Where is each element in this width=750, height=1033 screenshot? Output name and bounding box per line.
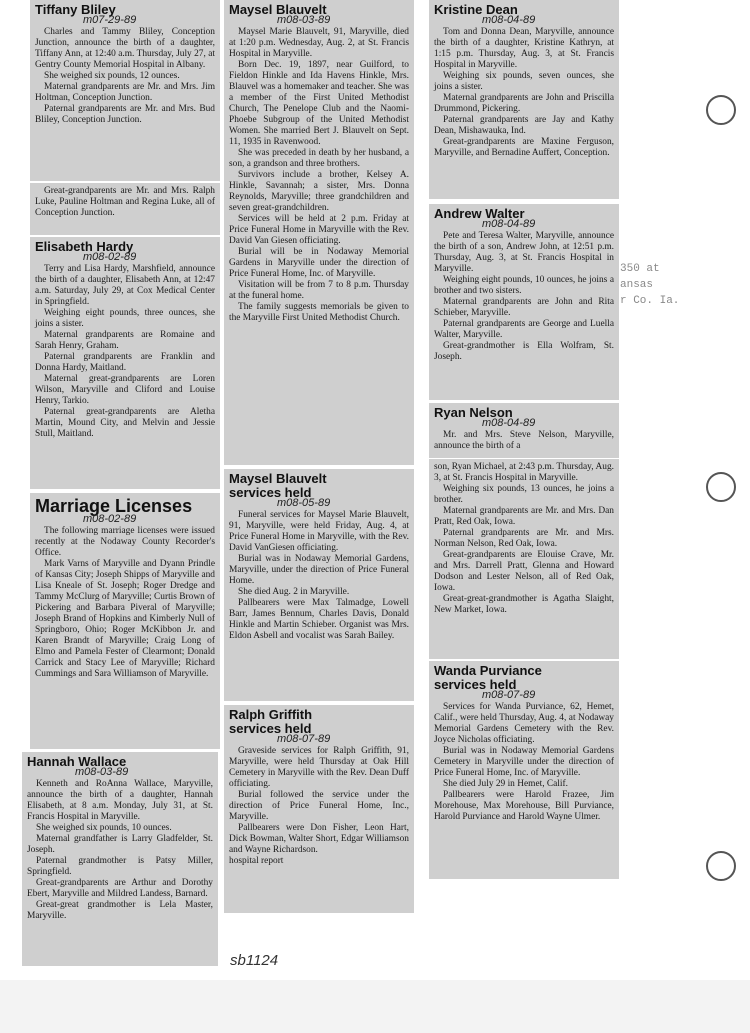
paragraph: Paternal grandparents are George and Luella Walter, Maryville. — [434, 319, 614, 340]
handwritten-page-code: sb1124 — [230, 952, 279, 969]
clipping-title: Maysel Blauvelt — [229, 2, 327, 17]
paragraph: Born Dec. 19, 1897, near Guilford, to Fieldon Hinkle and Ida Havens Hinkle, Mrs. Blauvel was a homemaker and teacher. She was a member of the First United Methodist Church, The Penelope Club and the Naomi-Phoebe Subgroup of the United Methodist Women. She married Bert J. Blauvelt on Sept. 11, 1935 in Ravenwood. — [229, 60, 409, 147]
handwritten-date: m08-04-89 — [482, 417, 536, 429]
paragraph: Maternal great-grandparents are Loren Wilson, Maryville and Cliford and Louise Henry, Tarkio. — [35, 374, 215, 406]
paragraph: She weighed six pounds, 10 ounces. — [36, 823, 172, 833]
margin-text-1: 350 at — [620, 263, 660, 275]
clipping-title: Maysel Blauvelt — [229, 471, 327, 486]
paragraph: Burial followed the service under the direction of Price Funeral Home, Inc., Maryville. — [229, 790, 409, 822]
clipping-ryan-nelson — [429, 403, 619, 458]
paragraph: Paternal grandparents are Jay and Kathy Dean, Mishawauka, Ind. — [434, 115, 614, 136]
paragraph: Mark Varns of Maryville and Dyann Prindle of Kansas City; Joseph Shipps of Maryville and Lisa Kneale of St. Joseph; Roger Dredge and Tammy McClurg of Maryville; Curtis Brown of Pickering and Barbara Piveral of Maryville; Joseph Brand of Hopkins and Kimberly Null of Springboro, Ohio; Roger McKibbon Jr. and Karen Brandt of Maryville; Craig Long of Elmo and Pamela Fester of Clearmont; Donald Carrick and Stacy Lee of Maryville; Richard Cummings and Sara Williamson of Maryville. — [35, 559, 215, 679]
paragraph: Great-great grandmother is Lela Master, Maryville. — [27, 900, 213, 921]
paragraph: Pallbearers were Max Talmadge, Lowell Barr, James Bennum, Charles Davis, Donald Hinkle and Martin Schieber. Organist was Mrs. Eldon Asbell and vocalist was Sarah Bailey. — [229, 598, 409, 641]
paragraph: Maternal grandparents are Romaine and Sarah Henry, Graham. — [35, 330, 215, 351]
clipping-title: Wanda Purviance — [434, 663, 542, 678]
paragraph: Pete and Teresa Walter, Maryville, announce the birth of a son, Andrew John, at 12:51 p.m. Thursday, Aug. 3, at St. Francis Hospital in Maryville. — [434, 231, 614, 274]
clipping-ralph-griffith-services — [224, 705, 414, 913]
paragraph: She died July 29 in Hemet, Calif. — [443, 779, 568, 789]
handwritten-date: m08-05-89 — [277, 497, 331, 509]
paragraph: Kenneth and RoAnna Wallace, Maryville, announce the birth of a daughter, Hannah Elisabeth, at 8 a.m. Monday, July 31, at St. Francis Hospital in Maryville. — [27, 779, 213, 822]
paragraph: Burial was in Nodaway Memorial Gardens, Maryville, under the direction of Price Funeral Home. — [229, 554, 409, 586]
margin-text-3: r Co. Ia. — [620, 295, 680, 307]
paragraph: Tom and Donna Dean, Maryville, announce the birth of a daughter, Kristine Kathryn, at 1:15 p.m. Thursday, Aug. 3, at St. Francis Hospital in Maryville. — [434, 27, 614, 70]
paragraph: Survivors include a brother, Kelsey A. Hinkle, Savannah; a sister, Mrs. Donna Reynolds, Maryville; three grandchildren and seven great-grandchildren. — [229, 170, 409, 213]
paragraph: son, Ryan Michael, at 2:43 p.m. Thursday, Aug. 3, at St. Francis Hospital in Maryville. — [434, 462, 614, 483]
clipping-marriage-licenses — [30, 493, 220, 749]
paragraph: Charles and Tammy Bliley, Conception Junction, announce the birth of a daughter, Tiffany Ann, at 12:40 a.m. Thursday, July 27, at Gentry County Memorial Hospital in Albany. — [35, 27, 215, 70]
paragraph: Great-grandparents are Arthur and Dorothy Ebert, Maryville and Mildred Landess, Barnard. — [27, 878, 213, 899]
paragraph: Maternal grandparents are Mr. and Mrs. Dan Pratt, Red Oak, Iowa. — [434, 506, 614, 527]
paragraph: Terry and Lisa Hardy, Marshfield, announce the birth of a daughter, Elisabeth Ann, at 12:47 a.m. Saturday, July 29, at Cox Medical Center in Springfield. — [35, 264, 215, 307]
clipping-hannah-wallace — [22, 752, 218, 966]
paragraph: Great-grandparents are Elouise Crave, Mr. and Mrs. Darrell Pratt, Glenna and Howard Dodson and Lester Nelson, all of Red Oak, Iowa. — [434, 550, 614, 593]
paragraph: Services will be held at 2 p.m. Friday at Price Funeral Home in Maryville with the Rev. David Van Giesen officiating. — [229, 214, 409, 246]
handwritten-date: m08-07-89 — [277, 733, 331, 745]
binder-hole-top — [706, 95, 736, 125]
paragraph: Weighing six pounds, seven ounces, she joins a sister. — [434, 71, 614, 92]
binder-hole-middle — [706, 472, 736, 502]
paragraph: Burial will be in Nodaway Memorial Gardens in Maryville under the direction of Price Funeral Home, Inc. of Maryville. — [229, 247, 409, 279]
handwritten-date: m08-03-89 — [277, 14, 331, 26]
clipping-title: Tiffany Bliley — [35, 2, 116, 17]
paragraph: Pallbearers were Harold Frazee, Jim Morehouse, Max Morehouse, Bill Purviance, Harold Purviance and Harold Wayne Ulmer. — [434, 790, 614, 822]
handwritten-date: m08-04-89 — [482, 14, 536, 26]
clipping-title: Ryan Nelson — [434, 405, 513, 420]
paragraph: The family suggests memorials be given to the Maryville First United Methodist Church. — [229, 302, 409, 323]
paragraph: Services for Wanda Purviance, 62, Hemet, Calif., were held Thursday, Aug. 4, at Nodaway Memorial Gardens Cemetery with the Rev. Joyce Nicholas officiating. — [434, 702, 614, 745]
clipping-ryan-nelson-continued — [429, 459, 619, 659]
paragraph: Graveside services for Ralph Griffith, 91, Maryville, were held Thursday at Oak Hill Cemetery in Maryville with the Rev. Dean Duff officiating. — [229, 746, 409, 789]
paragraph: Weighing six pounds, 13 ounces, he joins a brother. — [434, 484, 614, 505]
clipping-subtitle: services held — [229, 721, 312, 736]
clipping-footer: hospital report — [229, 856, 284, 866]
handwritten-date: m08-03-89 — [75, 766, 129, 778]
clipping-title: Marriage Licenses — [35, 496, 193, 516]
binder-hole-bottom — [706, 851, 736, 881]
paragraph: Maysel Marie Blauvelt, 91, Maryville, died at 1:20 p.m. Wednesday, Aug. 2, at St. Francis Hospital in Maryville. — [229, 27, 409, 59]
paragraph: Maternal grandparents are John and Priscilla Drummond, Pickering. — [434, 93, 614, 114]
paragraph: She died Aug. 2 in Maryville. — [238, 587, 350, 597]
paragraph: She weighed six pounds, 12 ounces. — [44, 71, 180, 81]
handwritten-date: m08-02-89 — [83, 513, 137, 525]
paragraph: Great-grandparents are Maxine Ferguson, Maryville, and Bernadine Auffert, Conception. — [434, 137, 614, 158]
handwritten-date: m08-04-89 — [482, 218, 536, 230]
clipping-maysel-blauvelt-services — [224, 469, 414, 701]
paragraph: Weighing eight pounds, 10 ounces, he joins a brother and two sisters. — [434, 275, 614, 296]
clipping-subtitle: services held — [434, 677, 517, 692]
handwritten-date: m08-02-89 — [83, 251, 137, 263]
paragraph: Funeral services for Maysel Marie Blauvelt, 91, Maryville, were held Friday, Aug. 4, at Price Funeral Home in Maryville, with the Rev. David VanGiesen officiating. — [229, 510, 409, 553]
paragraph: Weighing eight pounds, three ounces, she joins a sister. — [35, 308, 215, 329]
clipping-tiffany-bliley — [30, 0, 220, 181]
paragraph: Maternal grandfather is Larry Gladfelder, St. Joseph. — [27, 834, 213, 855]
clipping-andrew-walter — [429, 204, 619, 400]
clipping-kristine-dean — [429, 0, 619, 199]
clipping-wanda-purviance-services — [429, 661, 619, 879]
paragraph: Great-great-grandmother is Agatha Slaight, New Market, Iowa. — [434, 594, 614, 615]
paragraph: Great-grandparents are Mr. and Mrs. Ralph Luke, Pauline Holtman and Regina Luke, all of Conception Junction. — [35, 186, 215, 218]
clipping-elisabeth-hardy — [30, 237, 220, 489]
paragraph: Maternal grandparents are Mr. and Mrs. Jim Holtman, Conception Junction. — [35, 82, 215, 103]
clipping-maysel-blauvelt-obituary — [224, 0, 414, 465]
paragraph: Paternal grandparents are Franklin and Donna Hardy, Maitland. — [35, 352, 215, 373]
clipping-title: Andrew Walter — [434, 206, 525, 221]
clipping-tiffany-bliley-continued — [30, 183, 220, 235]
paragraph: Great-grandmother is Ella Wolfram, St. Joseph. — [434, 341, 614, 362]
paragraph: The following marriage licenses were issued recently at the Nodaway County Recorder's Office. — [35, 526, 215, 558]
paragraph: Paternal grandmother is Patsy Miller, Springfield. — [27, 856, 213, 877]
paragraph: Pallbearers were Don Fisher, Leon Hart, Dick Bowman, Walter Short, Edgar Williamson and Wayne Richardson. — [229, 823, 409, 855]
clipping-title: Elisabeth Hardy — [35, 239, 134, 254]
paragraph: Paternal great-grandparents are Aletha Martin, Mound City, and Melvin and Jessie Stull, Maitland. — [35, 407, 215, 439]
clipping-title: Hannah Wallace — [27, 754, 127, 769]
paragraph: Burial was in Nodaway Memorial Gardens Cemetery in Maryville under the direction of Price Funeral Home, Inc. of Maryville. — [434, 746, 614, 778]
clipping-subtitle: services held — [229, 485, 312, 500]
page-bottom-margin — [0, 980, 750, 1033]
paragraph: Paternal grandparents are Mr. and Mrs. Norman Nelson, Red Oak, Iowa. — [434, 528, 614, 549]
clipping-title: Kristine Dean — [434, 2, 518, 17]
paragraph: Paternal grandparents are Mr. and Mrs. Bud Bliley, Conception Junction. — [35, 104, 215, 125]
paragraph: Mr. and Mrs. Steve Nelson, Maryville, announce the birth of a — [434, 430, 614, 451]
paragraph: Visitation will be from 7 to 8 p.m. Thursday at the funeral home. — [229, 280, 409, 301]
paragraph: She was preceded in death by her husband, a son, a grandson and three brothers. — [229, 148, 409, 169]
paragraph: Maternal grandparents are John and Rita Schieber, Maryville. — [434, 297, 614, 318]
handwritten-date: m07-29-89 — [83, 14, 137, 26]
clipping-title: Ralph Griffith — [229, 707, 313, 722]
margin-text-2: ansas — [620, 279, 654, 291]
handwritten-date: m08-07-89 — [482, 689, 536, 701]
